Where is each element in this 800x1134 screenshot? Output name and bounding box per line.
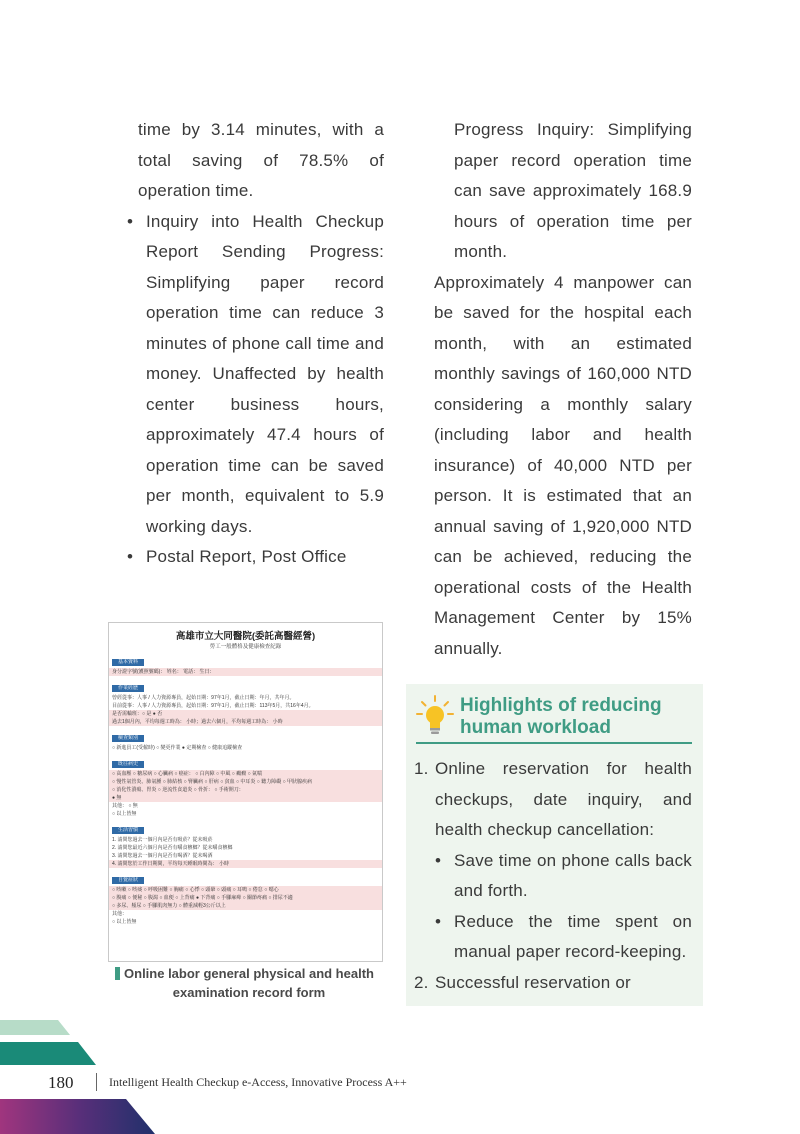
form-section-header: 生活習慣 — [112, 827, 144, 834]
highlights-list — [414, 754, 692, 998]
list-text: Online reservation for health checkups, date inquiry, and health checkup cancellation: — [435, 759, 692, 839]
form-row: 身分證字號(護照號碼)： 姓名： 電話： 生日： — [109, 668, 382, 676]
sub-list-item — [414, 846, 692, 907]
list-item — [414, 968, 692, 999]
highlights-title — [460, 695, 700, 739]
paragraph-manpower-savings: Approximately 4 manpower can be saved for the hospital each month, with an estimated monthly savings of 160,000 NTD considering a monthly salary (including labor and health insurance) of 40,000 NTD per person. It is estimated that an annual saving of 1,920,000 NTD can be achieved, reducing the operational costs of the Health Management Center by 15% annually. — [434, 272, 692, 658]
form-row: ○ 消化性潰瘍、胃炎 ○ 逆流性食道炎 ○ 骨折： ○ 手術開刀： — [109, 786, 382, 794]
form-row: ○ 腹痛 ○ 便秘 ○ 腹瀉 ○ 血便 ○ 上背痛 ● 下背痛 ○ 手腳麻痺 ○ 關節疼痛 ○ 排尿不適 — [109, 894, 382, 902]
form-row: 過去1個月內，平均每週工時為： 小時；過去六個月，平均每週工時為： 小時 — [109, 718, 382, 726]
form-row: 1. 請問您過去一個月內是否有吸菸？從未吸菸 — [112, 837, 213, 843]
highlights-divider — [416, 742, 692, 744]
form-title: 高雄市立大同醫院(委託高醫經營) — [175, 631, 316, 642]
form-row: ○ 咳嗽 ○ 咳痰 ○ 呼吸困難 ○ 胸痛 ○ 心悸 ○ 頭暈 ○ 頭痛 ○ 耳鳴 ○ 倦怠 ○ 噁心 — [109, 886, 382, 894]
form-row: ○ 多尿、頻尿 ○ 手腳肌肉無力 ○ 體重減輕3公斤以上 — [109, 902, 382, 910]
form-row: 是否需輪班：○ 是 ● 否 — [109, 710, 382, 718]
sub-list-item — [414, 907, 692, 968]
right-column — [434, 115, 692, 664]
running-title: Intelligent Health Checkup e-Access, Innovative Process A++ — [109, 1075, 407, 1089]
form-row: 其他： — [112, 911, 128, 917]
bullet-text: Postal Report, Post Office — [146, 547, 347, 566]
form-row: 4. 請問您於工作日期間，平均每天睡眠時間為： 小時 — [109, 860, 382, 868]
figure-caption: Online labor general physical and health examination record form — [124, 966, 374, 1000]
form-section-header: 自覺症狀 — [112, 877, 144, 884]
list-number: 2. — [414, 972, 429, 992]
form-row: 曾經從事：人事 / 人力資源專員，起始日期：97年1月，截止日期：年月，共年月。 — [112, 695, 295, 701]
form-section-header: 檢查類別 — [112, 735, 144, 742]
page-number: 180 — [48, 1073, 74, 1092]
form-row: ● 無 — [109, 794, 382, 802]
bullet-dot: • — [435, 911, 442, 931]
sub-list-text: Reduce the time spent on manual paper record-keeping. — [454, 911, 692, 961]
form-section-header: 基本資料 — [112, 659, 144, 666]
highlights-title-line: human workload — [460, 717, 611, 738]
sub-list-text: Save time on phone calls back and forth. — [454, 850, 692, 900]
list-item — [414, 754, 692, 846]
list-text: Successful reservation or — [435, 972, 631, 992]
form-row: 3. 請問您過去一個月內是否有喝酒？從未喝酒 — [112, 853, 213, 859]
paragraph-time-saving: time by 3.14 minutes, with a total saving of 78.5% of operation time. — [138, 120, 384, 200]
bullet-dot: • — [127, 547, 134, 566]
list-number: 1. — [414, 759, 429, 778]
form-row: ○ 新進員工(受僱時) ○ 變更作業 ● 定期檢查 ○ 健康追蹤檢查 — [112, 745, 243, 751]
form-row: ○ 高血壓 ○ 糖尿病 ○ 心臟病 ○ 癌症： ○ 白內障 ○ 中風 ○ 癲癇 ○ 氣喘 — [109, 770, 382, 778]
bullet-postal-report — [118, 542, 384, 573]
lightbulb-icon — [416, 694, 454, 736]
form-section-header: 作業經歷 — [112, 685, 144, 692]
bullet-report-progress — [118, 207, 384, 543]
bullet-dot: • — [127, 211, 134, 231]
left-column — [118, 115, 384, 573]
form-row: 2. 請問您最近六個月內是否有嚼食檳榔？從未嚼食檳榔 — [112, 845, 233, 851]
form-screenshot — [108, 622, 383, 962]
paragraph-progress-inquiry: Progress Inquiry: Simplifying paper record operation time can save approximately 168.9 hours of operation time per month. — [454, 120, 692, 261]
form-row: 目前從事：人事 / 人力資源專員，起始日期：97年1月，截止日期：113年5月，共16年4月。 — [112, 703, 314, 709]
bullet-dot: • — [435, 850, 442, 870]
bullet-text: Inquiry into Health Checkup Report Sending Progress: Simplifying paper record operation time can reduce 3 minutes of phone call time and money. Unaffected by health center business hours, approximately 47.4 hours of operation time can be saved per month, equivalent to 5.9 working days. — [146, 211, 384, 536]
form-row: ○ 以上皆無 — [112, 919, 137, 925]
footer-separator — [96, 1073, 97, 1091]
form-subtitle: 勞工一般體格及健康檢查紀錄 — [209, 644, 282, 650]
form-row: ○ 以上皆無 — [112, 811, 137, 817]
highlights-title-line: Highlights of reducing — [460, 695, 662, 716]
form-section-header: 既往病史 — [112, 761, 144, 768]
form-row: ○ 慢性氣管炎、肺氣腫 ○ 肺結核 ○ 腎臟病 ○ 肝病 ○ 貧血 ○ 中耳炎 ○ 聽力障礙 ○ 甲狀腺疾病 — [109, 778, 382, 786]
form-row: 其他： ○ 無 — [112, 803, 138, 809]
